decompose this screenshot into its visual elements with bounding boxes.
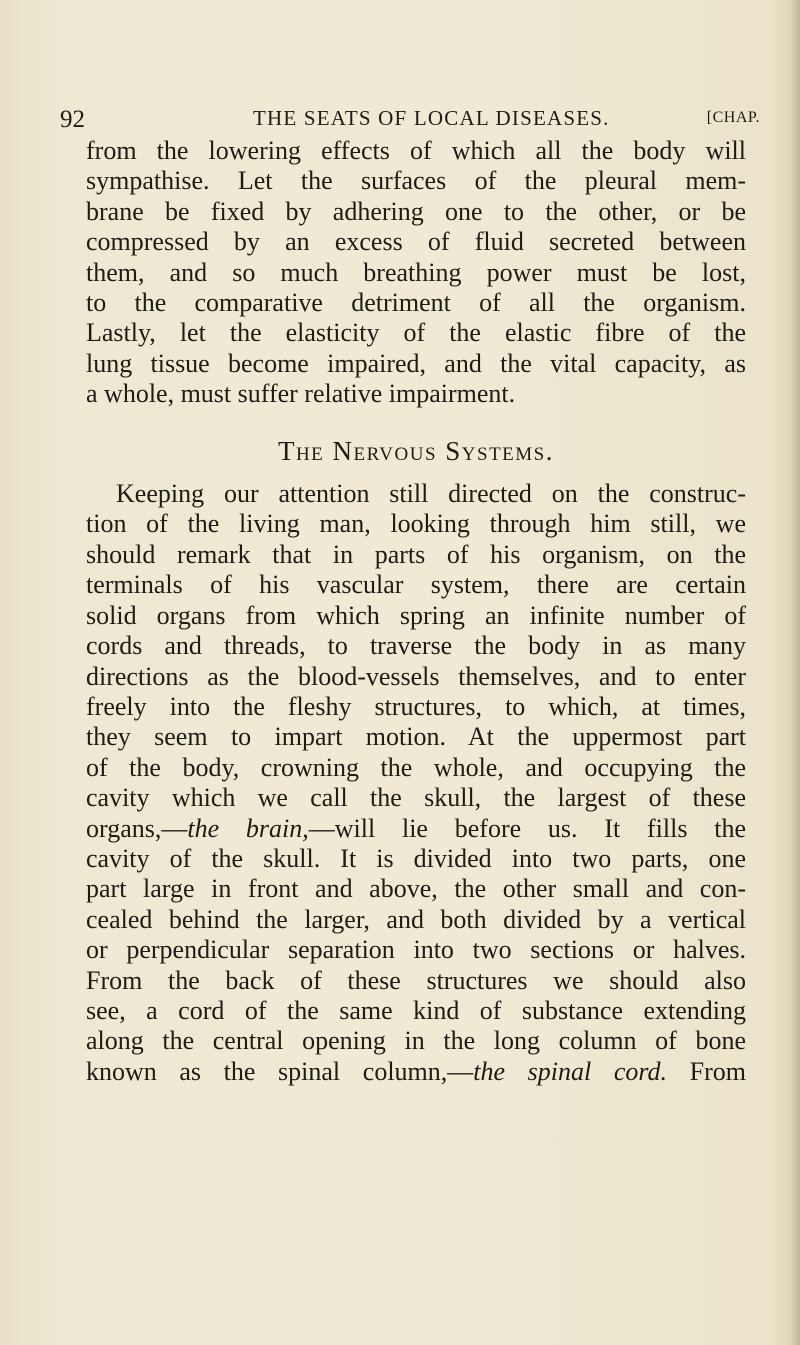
text-line: From the back of these structures we should also: [86, 965, 746, 995]
chapter-mark: [CHAP.: [706, 109, 760, 126]
text-line: directions as the blood-vessels themselves, and to enter: [86, 661, 746, 691]
text-line: them, and so much breathing power must be lost,: [86, 257, 746, 287]
page-number: 92: [60, 106, 85, 133]
text-line: part large in front and above, the other small and con-: [86, 874, 746, 904]
text-line: they seem to impart motion. At the uppermost part: [86, 722, 746, 752]
text-line: from the lowering effects of which all the body will: [86, 136, 746, 165]
text-line: cavity of the skull. It is divided into two parts, one: [86, 843, 746, 873]
paragraph-2: [86, 479, 746, 1087]
text-line: Lastly, let the elasticity of the elastic fibre of the: [86, 318, 746, 348]
text-line: lung tissue become impaired, and the vital capacity, as: [86, 348, 746, 378]
text-fragment: known as the spinal column,—: [86, 1056, 474, 1086]
text-fragment: —will lie before us. It fills the: [308, 813, 746, 843]
text-line: should remark that in parts of his organism, on the: [86, 539, 746, 569]
text-line: along the central opening in the long column of bone: [86, 1026, 746, 1056]
text-line: cords and threads, to traverse the body in as many: [86, 631, 746, 661]
text-line: compressed by an excess of fluid secreted between: [86, 227, 746, 257]
text-line: [86, 1057, 746, 1087]
text-line: cavity which we call the skull, the largest of these: [86, 783, 746, 813]
text-line: sympathise. Let the surfaces of the pleural mem-: [86, 166, 746, 196]
text-line: a whole, must suffer relative impairment.: [86, 379, 516, 409]
text-line: [86, 814, 746, 844]
text-line: cealed behind the larger, and both divided by a vertical: [86, 904, 746, 934]
running-title: THE SEATS OF LOCAL DISEASES.: [253, 106, 610, 130]
text-line: of the body, crowning the whole, and occupying the: [86, 752, 746, 782]
text-line: see, a cord of the same kind of substance extending: [86, 995, 746, 1025]
text-line: tion of the living man, looking through him still, we: [86, 509, 746, 539]
text-line: Keeping our attention still directed on the construc-: [116, 479, 746, 509]
text-line: brane be fixed by adhering one to the other, or be: [86, 196, 746, 226]
text-line: to the comparative detriment of all the organism.: [86, 288, 746, 318]
page-edge-shadow: [790, 0, 800, 1345]
italic-term-spinal-cord: the spinal cord.: [473, 1056, 668, 1086]
text-fragment: organs,—: [86, 813, 188, 843]
italic-term-brain: the brain,: [187, 813, 309, 843]
text-line: or perpendicular separation into two sections or halves.: [86, 935, 746, 965]
body-text: [86, 136, 746, 1087]
text-line: freely into the fleshy structures, to which, at times,: [86, 691, 746, 721]
text-fragment: From: [667, 1056, 746, 1086]
text-line: solid organs from which spring an infinite number of: [86, 600, 746, 630]
text-line: terminals of his vascular system, there are certain: [86, 570, 746, 600]
paragraph-1: [86, 136, 746, 410]
section-heading: The Nervous Systems.: [277, 435, 555, 466]
